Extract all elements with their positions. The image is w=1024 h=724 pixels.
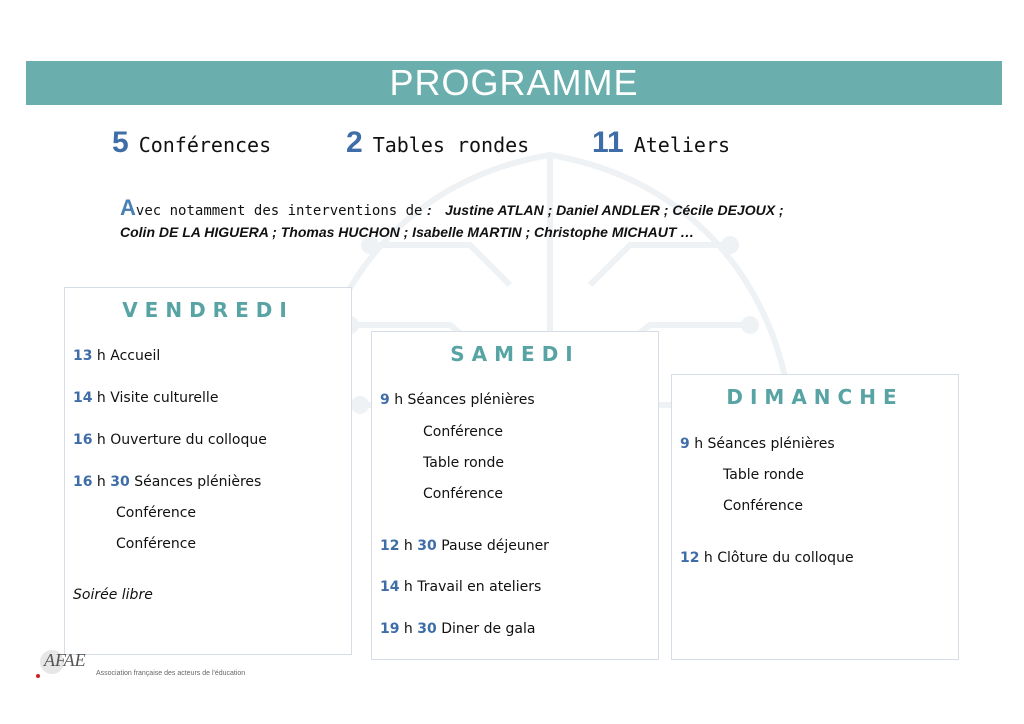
stat-conferences bbox=[112, 126, 271, 160]
schedule-item: 19 h 30 Diner de gala bbox=[380, 621, 536, 637]
schedule-subitem: Conférence bbox=[723, 498, 804, 514]
stat-ateliers bbox=[592, 126, 730, 160]
schedule-item: 13 h Accueil bbox=[73, 348, 161, 364]
schedule-item: 12 h 30 Pause déjeuner bbox=[380, 538, 549, 554]
logo-caption: Association française des acteurs de l'éducation bbox=[96, 670, 246, 677]
schedule-item: 9 h Séances plénières bbox=[380, 392, 535, 408]
stat-label: Conférences bbox=[138, 133, 272, 157]
schedule-item: 16 h 30 Séances plénières bbox=[73, 474, 262, 490]
schedule-subitem: Conférence bbox=[116, 536, 197, 552]
afae-logo-mark bbox=[34, 648, 90, 676]
schedule-subitem: Conférence bbox=[423, 424, 504, 440]
stat-label: Ateliers bbox=[633, 133, 731, 157]
banner-title: PROGRAMME bbox=[389, 62, 639, 103]
day-card-vendredi bbox=[64, 287, 352, 655]
schedule-note: Soirée libre bbox=[73, 587, 153, 603]
schedule-subitem: Conférence bbox=[423, 486, 504, 502]
logo-dot-icon bbox=[36, 674, 40, 678]
intro-lead-text: vec notamment des interventions de bbox=[135, 203, 423, 219]
schedule-item: 12 h Clôture du colloque bbox=[680, 550, 854, 566]
speakers-intro bbox=[120, 196, 920, 245]
speaker-names-line-2: Colin DE LA HIGUERA ; Thomas HUCHON ; Isabelle MARTIN ; Christophe MICHAUT … bbox=[120, 224, 695, 240]
schedule-subitem: Table ronde bbox=[423, 455, 505, 471]
programme-banner bbox=[26, 61, 1002, 105]
stat-number: 2 bbox=[346, 126, 363, 159]
day-title: VENDREDI bbox=[122, 298, 294, 322]
afae-logo bbox=[26, 648, 276, 688]
stat-label: Tables rondes bbox=[372, 133, 530, 157]
schedule-item: 14 h Visite culturelle bbox=[73, 390, 219, 406]
schedule-subitem: Conférence bbox=[116, 505, 197, 521]
schedule-item: 16 h Ouverture du colloque bbox=[73, 432, 267, 448]
stat-number: 11 bbox=[592, 126, 624, 159]
schedule-item: 14 h Travail en ateliers bbox=[380, 579, 542, 595]
schedule-subitem: Table ronde bbox=[723, 467, 805, 483]
day-card-dimanche bbox=[671, 374, 959, 660]
stat-tables-rondes bbox=[346, 126, 529, 160]
day-title: SAMEDI bbox=[450, 342, 580, 366]
stat-number: 5 bbox=[112, 126, 129, 159]
day-title: DIMANCHE bbox=[726, 385, 904, 409]
day-card-samedi bbox=[371, 331, 659, 660]
intro-separator: : bbox=[426, 202, 432, 218]
intro-drop-cap: A bbox=[120, 195, 136, 220]
schedule-item: 9 h Séances plénières bbox=[680, 436, 835, 452]
speaker-names-line-1: Justine ATLAN ; Daniel ANDLER ; Cécile DEJOUX ; bbox=[444, 202, 784, 218]
logo-text: AFAE bbox=[44, 650, 86, 670]
